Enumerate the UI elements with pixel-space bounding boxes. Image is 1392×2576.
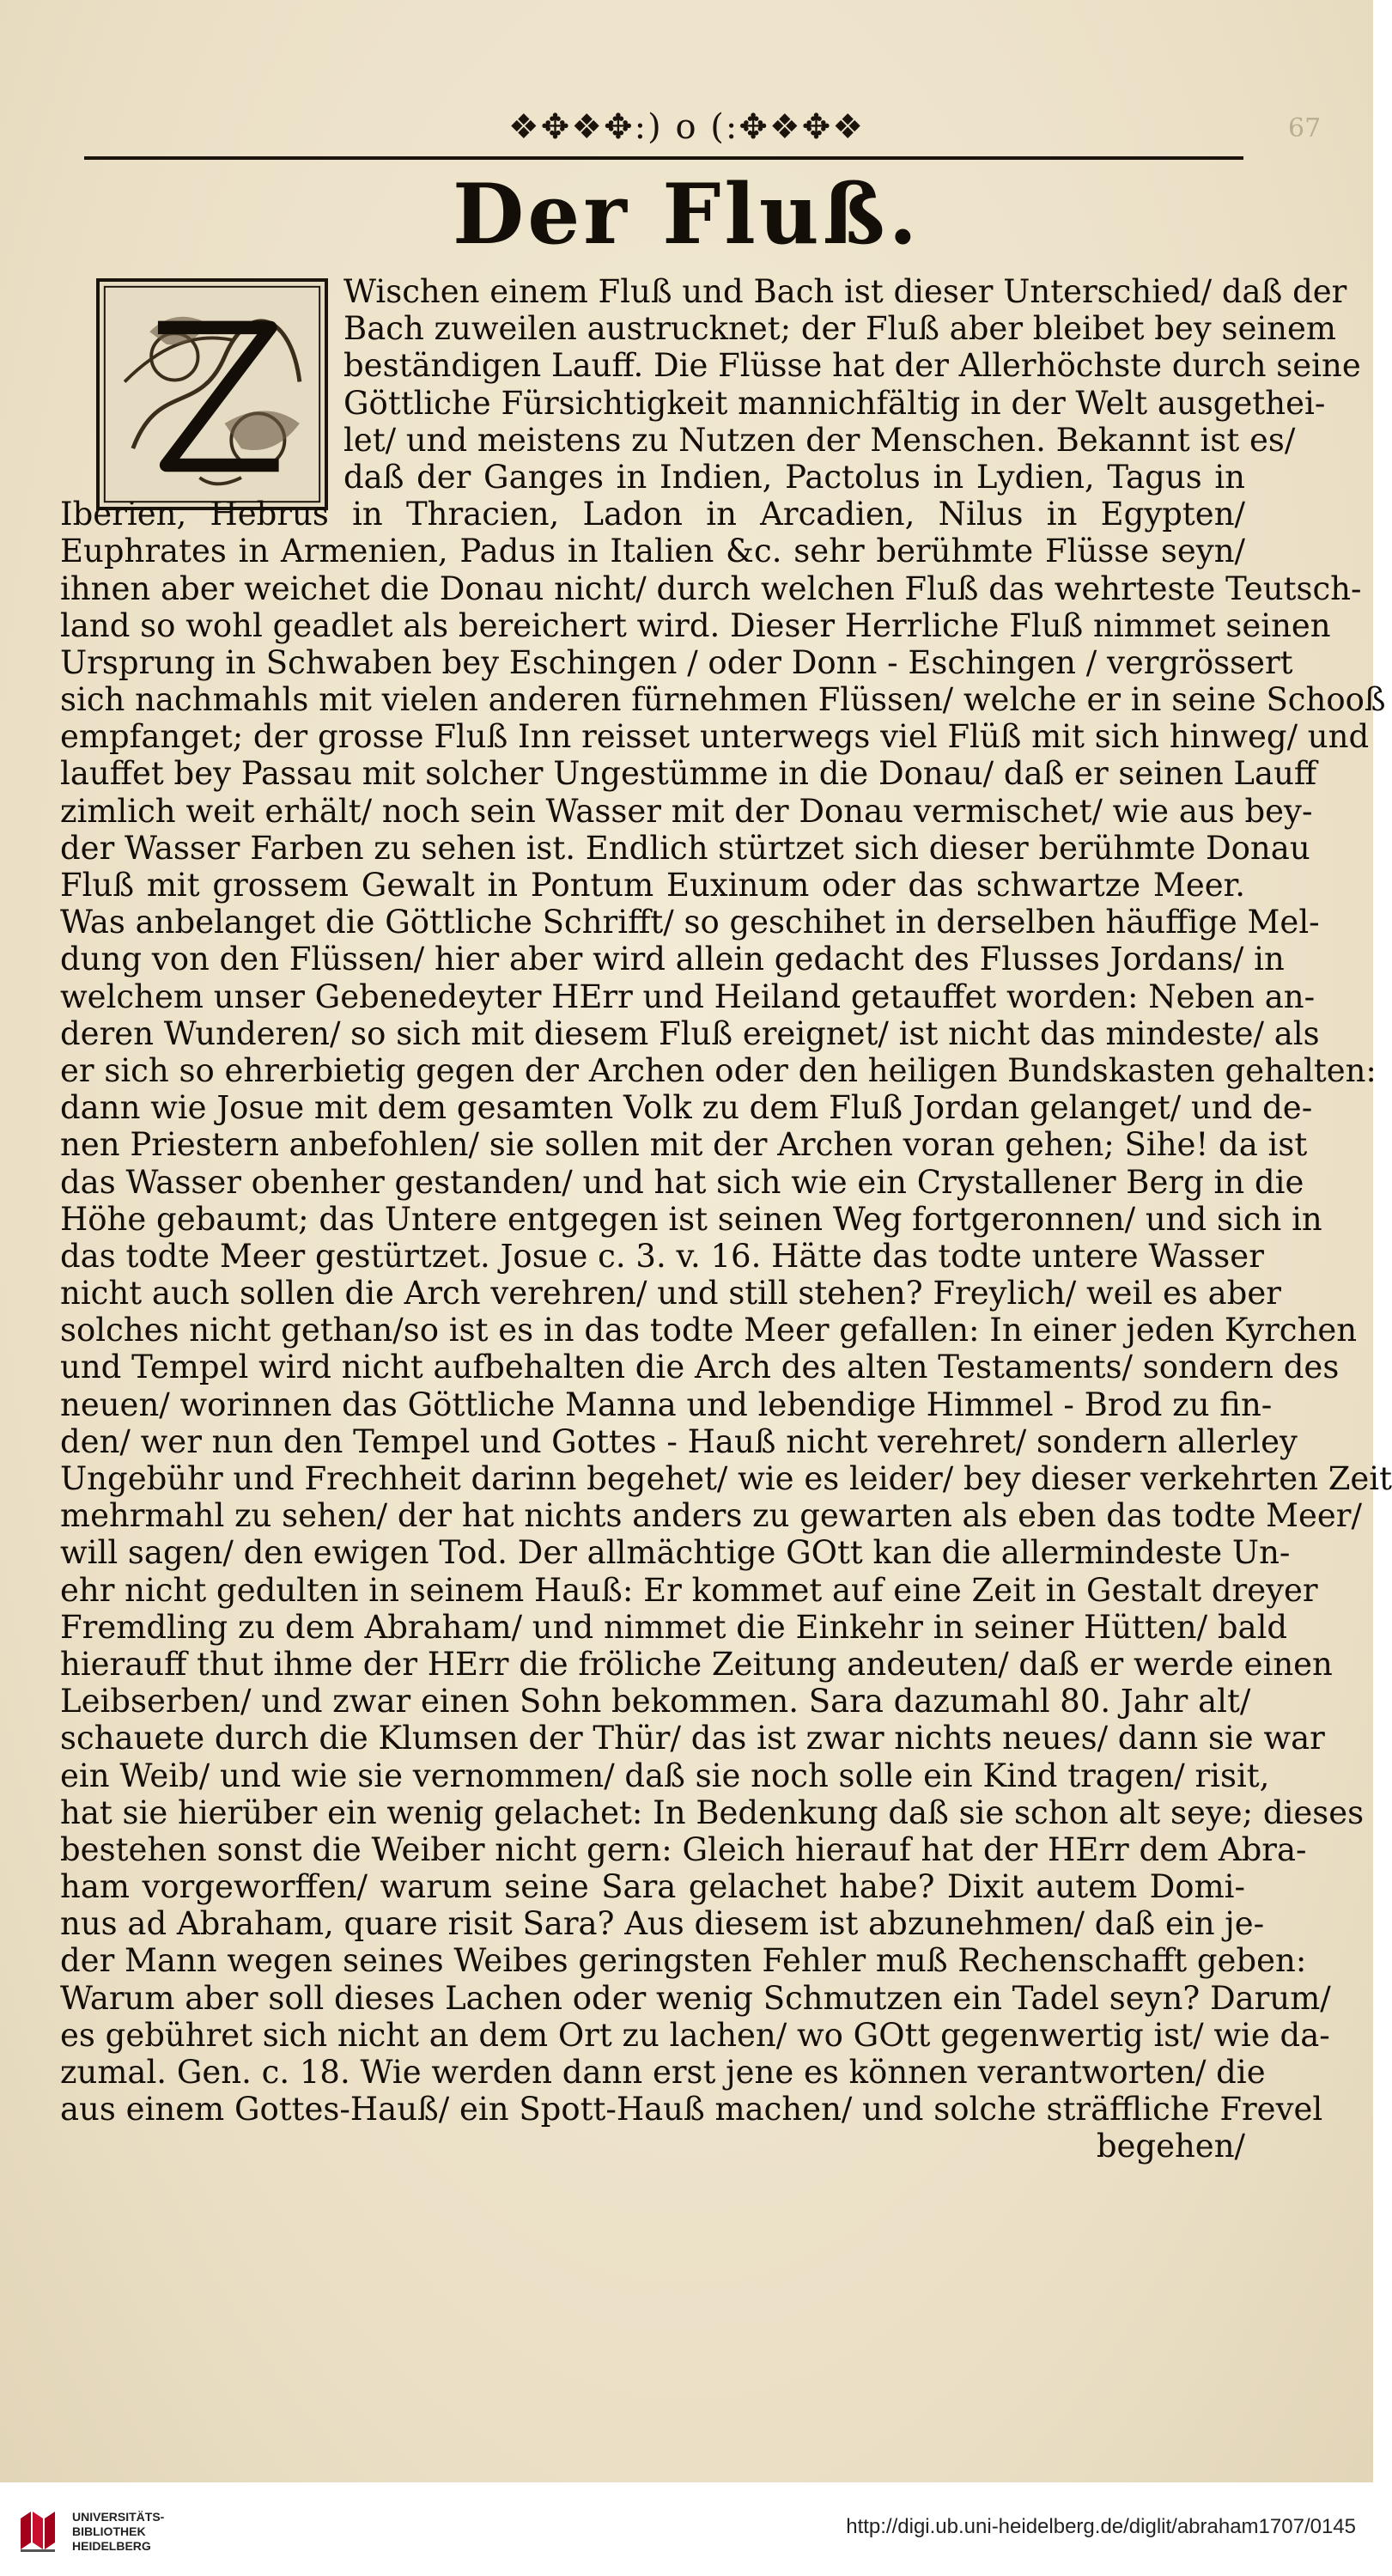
institution-line: UNIVERSITÄTS- xyxy=(72,2510,165,2524)
text-line: er sich so ehrerbietig gegen der Archen oder den heiligen Bundskasten gehalten: xyxy=(60,1051,1377,1089)
text-line: nicht auch sollen die Arch verehren/ und still stehen? Freylich/ weil es aber xyxy=(60,1275,1281,1312)
viewer-footer xyxy=(0,2482,1373,2576)
text-line: Göttliche Fürsichtigkeit mannichfältig in der Welt ausgethei- xyxy=(343,384,1326,422)
text-line: nus ad Abraham, quare risit Sara? Aus diesem ist abzunehmen/ daß ein je- xyxy=(60,1905,1265,1943)
text-line: Bach zuweilen austrucknet; der Fluß aber bleibet bey seinem xyxy=(343,310,1336,348)
text-line: dung von den Flüssen/ hier aber wird allein gedacht des Flusses Jordans/ in xyxy=(60,941,1285,978)
text-line: Ursprung in Schwaben bey Eschingen / oder Donn - Eschingen / vergrössert xyxy=(60,643,1293,681)
text-line: schauete durch die Klumsen der Thür/ das ist zwar nichts neues/ dann sie war xyxy=(60,1720,1325,1757)
text-line: das Wasser obenher gestanden/ und hat sich wie ein Crystallener Berg in die xyxy=(60,1163,1304,1201)
text-line: ein Weib/ und wie sie vernommen/ daß sie noch solle ein Kind tragen/ risit, xyxy=(60,1757,1270,1794)
text-line: land so wohl geadlet als bereichert wird. Dieser Herrliche Fluß nimmet seinen xyxy=(60,606,1331,644)
text-line: und Tempel wird nicht aufbehalten die Arch des alten Testaments/ sondern des xyxy=(60,1349,1340,1386)
text-line: lauffet bey Passau mit solcher Ungestümme in die Donau/ daß er seinen Lauff xyxy=(60,755,1317,793)
text-line: es gebühret sich nicht an dem Ort zu lachen/ wo GOtt gegenwertig ist/ wie da- xyxy=(60,2016,1330,2054)
header-ornament: ❖✥❖✥:) o (:✥❖✥❖ xyxy=(508,107,866,147)
text-line: hierauff thut ihme der HErr die fröliche Zeitung andeuten/ daß er werde einen xyxy=(60,1645,1333,1683)
text-line: ehr nicht gedulten in seinem Hauß: Er kommet auf eine Zeit in Gestalt dreyer xyxy=(60,1571,1318,1609)
header-rule xyxy=(84,156,1243,160)
text-line: Wischen einem Fluß und Bach ist dieser Unterschied/ daß der xyxy=(343,273,1347,310)
catchword: begehen/ xyxy=(1096,2128,1245,2165)
text-line: deren Wunderen/ so sich mit diesem Fluß ereignet/ ist nicht das mindeste/ als xyxy=(60,1014,1320,1052)
text-line: empfanget; der grosse Fluß Inn reisset unterwegs viel Flüß mit sich hinweg/ und xyxy=(60,718,1370,756)
text-line: welchem unser Gebenedeyter HErr und Heiland getauffet worden: Neben an- xyxy=(60,977,1316,1015)
institution-name[interactable] xyxy=(72,2510,164,2554)
text-line: Iberien, Hebrus in Thracien, Ladon in Arcadien, Nilus in Egypten/ xyxy=(60,496,1245,533)
text-line: der Wasser Farben zu sehen ist. Endlich stürtzet sich dieser berühmte Donau xyxy=(60,829,1310,867)
page-url-link[interactable]: http://digi.ub.uni-heidelberg.de/diglit/abraham1707/0145 xyxy=(846,2515,1356,2538)
text-line: dann wie Josue mit dem gesamten Volk zu dem Fluß Jordan gelanget/ und de- xyxy=(60,1089,1313,1127)
text-line: let/ und meistens zu Nutzen der Menschen. Bekannt ist es/ xyxy=(343,421,1296,459)
text-line: Euphrates in Armenien, Padus in Italien &c. sehr berühmte Flüsse seyn/ xyxy=(60,533,1245,570)
text-line: mehrmahl zu sehen/ der hat nichts anders zu gewarten als eben das todte Meer/ xyxy=(60,1497,1362,1535)
text-line: Ungebühr und Frechheit darinn begehet/ wie es leider/ bey dieser verkehrten Zeit xyxy=(60,1460,1392,1497)
text-line: ham vorgeworffen/ warum seine Sara gelachet habe? Dixit autem Domi- xyxy=(60,1868,1245,1906)
text-line: daß der Ganges in Indien, Pactolus in Lydien, Tagus in xyxy=(343,458,1245,496)
text-line: zumal. Gen. c. 18. Wie werden dann erst jene es können verantworten/ die xyxy=(60,2054,1266,2091)
text-line: sich nachmahls mit vielen anderen fürnehmen Flüssen/ welche er in seine Schooß xyxy=(60,681,1386,719)
text-line: neuen/ worinnen das Göttliche Manna und lebendige Himmel - Brod zu fin- xyxy=(60,1385,1273,1423)
text-line: Leibserben/ und zwar einen Sohn bekommen. Sara dazumahl 80. Jahr alt/ xyxy=(60,1683,1251,1720)
text-line: will sagen/ den ewigen Tod. Der allmächtige GOtt kan die allermindeste Un- xyxy=(60,1534,1291,1572)
text-line: Fluß mit grossem Gewalt in Pontum Euxinum oder das schwartze Meer. xyxy=(60,867,1245,904)
text-line: das todte Meer gestürtzet. Josue c. 3. v. 16. Hätte das todte untere Wasser xyxy=(60,1237,1264,1275)
text-line: aus einem Gottes-Hauß/ ein Spott-Hauß machen/ und solche sträffliche Frevel xyxy=(60,2091,1323,2128)
text-line: hat sie hierüber ein wenig gelachet: In Bedenkung daß sie schon alt seye; dieses xyxy=(60,1793,1365,1831)
text-line: ihnen aber weichet die Donau nicht/ durch welchen Fluß das wehrteste Teutsch- xyxy=(60,569,1362,607)
text-line: solches nicht gethan/so ist es in das todte Meer gefallen: In einer jeden Kyrchen xyxy=(60,1312,1358,1349)
text-line: Höhe gebaumt; das Untere entgegen ist seinen Weg fortgeronnen/ und sich in xyxy=(60,1200,1322,1238)
text-line: Fremdling zu dem Abraham/ und nimmet die Einkehr in seiner Hütten/ bald xyxy=(60,1608,1288,1646)
heidelberg-logo-icon[interactable] xyxy=(15,2506,60,2555)
page-title: Der Fluß. xyxy=(452,166,921,263)
text-line: bestehen sonst die Weiber nicht gern: Gleich hierauf hat der HErr dem Abra- xyxy=(60,1830,1307,1868)
text-line: beständigen Lauff. Die Flüsse hat der Allerhöchste durch seine xyxy=(343,347,1361,385)
text-line: Warum aber soll dieses Lachen oder wenig Schmutzen ein Tadel seyn? Darum/ xyxy=(60,1979,1331,2017)
institution-line: HEIDELBERG xyxy=(72,2539,151,2553)
text-line: nen Priestern anbefohlen/ sie sollen mit der Archen voran gehen; Sihe! da ist xyxy=(60,1126,1308,1164)
margin-bleed-mark: 67 xyxy=(1288,113,1322,143)
text-line: der Mann wegen seines Weibes geringsten Fehler muß Rechenschafft geben: xyxy=(60,1942,1307,1980)
institution-line: BIBLIOTHEK xyxy=(72,2524,146,2538)
text-line: Was anbelanget die Göttliche Schrifft/ so geschihet in derselben häuffige Mel- xyxy=(60,904,1320,941)
text-line: zimlich weit erhält/ noch sein Wasser mit der Donau vermischet/ wie aus bey- xyxy=(60,792,1313,830)
text-line: den/ wer nun den Tempel und Gottes - Hauß nicht verehret/ sondern allerley xyxy=(60,1422,1298,1460)
body-text xyxy=(60,273,1392,2165)
